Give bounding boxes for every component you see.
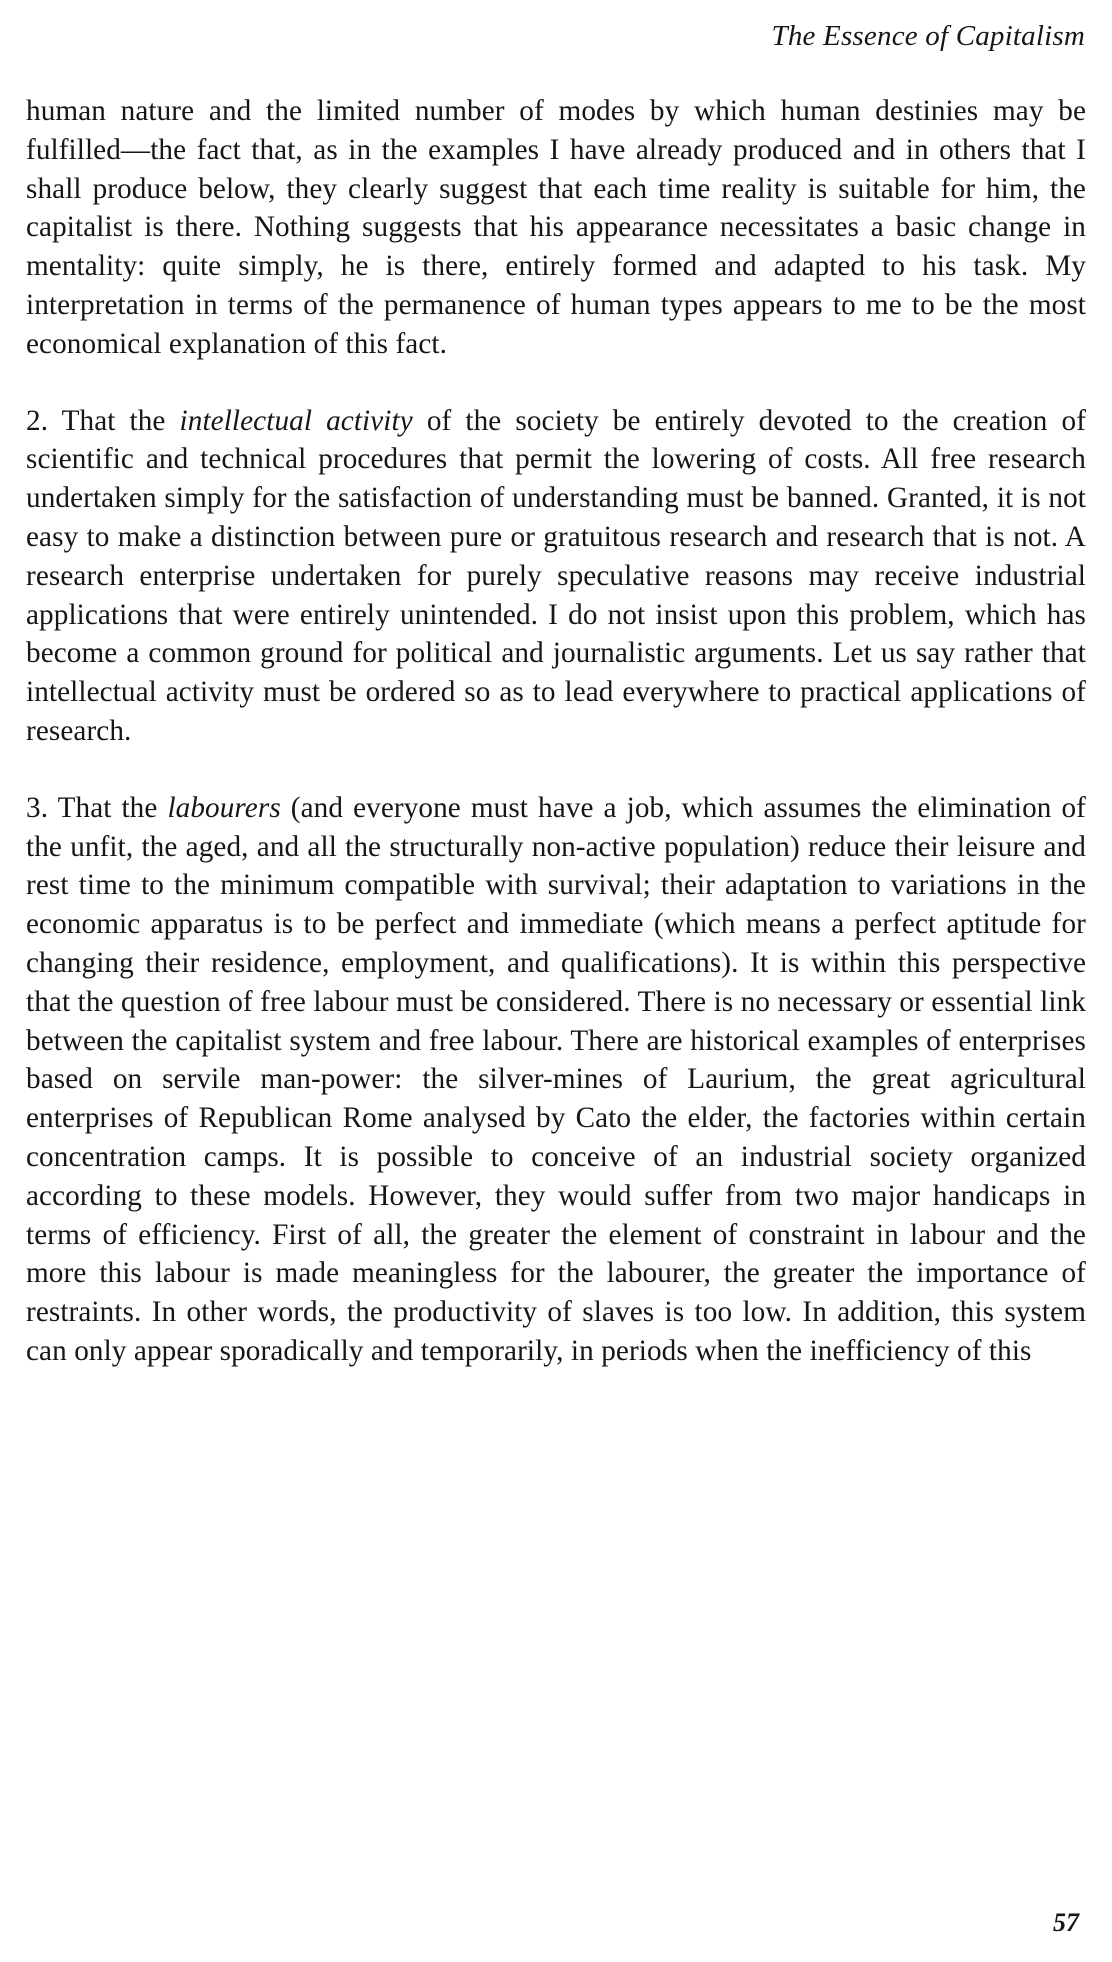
paragraph-point-3 xyxy=(26,789,1086,1371)
paragraph-text-lead: 3. That the xyxy=(26,791,168,824)
paragraph-point-2 xyxy=(26,402,1086,751)
paragraph-text-rest: of the society be entirely devoted to the creation of scientific and technical procedures that permit the lowering of costs. All free research undertaken simply for the satisfaction of understanding must be banned. Granted, it is not easy to make a distinction between pure or gratuitous research and research that is not. A research enterprise undertaken for purely speculative reasons may receive industrial applications that were entirely unintended. I do not insist upon this problem, which has become a common ground for political and journalistic arguments. Let us say rather that intellectual activity must be ordered so as to lead everywhere to practical applications of research. xyxy=(26,404,1087,747)
running-head: The Essence of Capitalism xyxy=(771,20,1085,52)
paragraph-text-rest: (and everyone must have a job, which assumes the elimination of the unfit, the aged, and all the structurally non-active population) reduce their leisure and rest time to the minimum compatible with survival; their adaptation to variations in the economic apparatus is to be perfect and immediate (which means a perfect aptitude for changing their residence, employment, and qualifications). It is within this perspective that the question of free labour must be considered. There is no necessary or essential link between the capitalist system and free labour. There are historical examples of enterprises based on servile man-power: the silver-mines of Laurium, the great agricultural enterprises of Republican Rome analysed by Cato the elder, the factories within certain concentration camps. It is possible to conceive of an industrial society organized according to these models. However, they would suffer from two major handicaps in terms of efficiency. First of all, the greater the element of constraint in labour and the more this labour is made meaningless for the labourer, the greater the importance of restraints. In other words, the productivity of slaves is too low. In addition, this system can only appear sporadically and temporarily, in periods when the inefficiency of this xyxy=(26,791,1086,1367)
paragraph-text: human nature and the limited number of modes by which human destinies may be fulfilled—the fact that, as in the examples I have already produced and in others that I shall produce below, they clearly suggest that each time reality is suitable for him, the capitalist is there. Nothing suggests that his appearance necessitates a basic change in mentality: quite simply, he is there, entirely formed and adapted to his task. My interpretation in terms of the permanence of human types appears to me to be the most economical explanation of this fact. xyxy=(26,95,1086,360)
paragraph-continuation xyxy=(26,92,1086,364)
paragraph-text-lead: 2. That the xyxy=(26,404,180,437)
page-number: 57 xyxy=(1053,1908,1079,1937)
body-text xyxy=(26,92,1086,1371)
emphasis-intellectual-activity: intellectual activity xyxy=(179,404,413,437)
emphasis-labourers: labourers xyxy=(167,791,281,824)
